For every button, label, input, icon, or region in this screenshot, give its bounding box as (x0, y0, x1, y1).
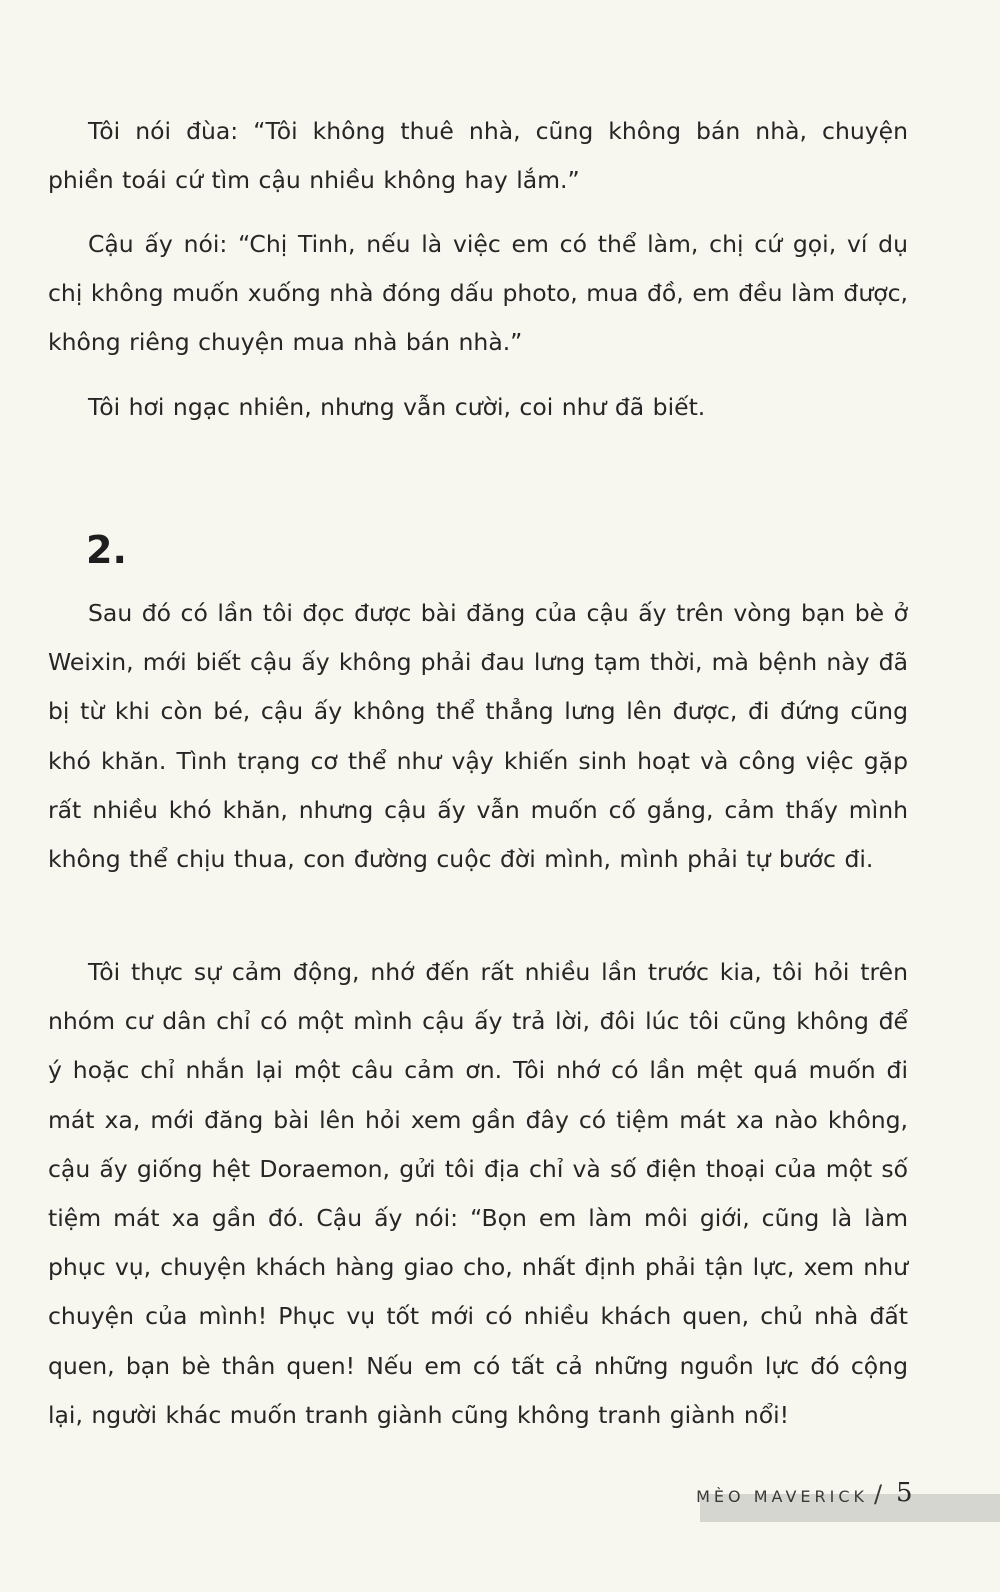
footer-separator: / (874, 1480, 883, 1508)
page-footer (0, 1474, 1000, 1522)
page-number: 5 (896, 1478, 913, 1508)
section-heading: 2. (86, 528, 127, 572)
paragraph-offer-help: Cậu ấy nói: “Chị Tinh, nếu là việc em có thể làm, chị cứ gọi, ví dụ chị không muốn xuống nhà đóng dấu photo, mua đồ, em đều làm được, không riêng chuyện mua nhà bán nhà.” (48, 230, 908, 357)
paragraph-weixin-post: Sau đó có lần tôi đọc được bài đăng của cậu ấy trên vòng bạn bè ở Weixin, mới biết cậu ấy không phải đau lưng tạm thời, mà bệnh này đã bị từ khi còn bé, cậu ấy không thể thẳng lưng lên được, đi đứng cũng khó khăn. Tình trạng cơ thể như vậy khiến sinh hoạt và công việc gặp rất nhiều khó khăn, nhưng cậu ấy vẫn muốn cố gắng, cảm thấy mình không thể chịu thua, con đường cuộc đời mình, mình phải tự bước đi. (48, 599, 908, 874)
paragraph-joke-reply: Tôi nói đùa: “Tôi không thuê nhà, cũng không bán nhà, chuyện phiền toái cứ tìm cậu nhiều không hay lắm.” (48, 117, 908, 195)
running-head: MÈO MAVERICK (696, 1487, 868, 1506)
paragraph-moved-memory: Tôi thực sự cảm động, nhớ đến rất nhiều lần trước kia, tôi hỏi trên nhóm cư dân chỉ có một mình cậu ấy trả lời, đôi lúc tôi cũng không để ý hoặc chỉ nhắn lại một câu cảm ơn. Tôi nhớ có lần mệt quá muốn đi mát xa, mới đăng bài lên hỏi xem gần đây có tiệm mát xa nào không, cậu ấy giống hệt Doraemon, gửi tôi địa chỉ và số điện thoại của một số tiệm mát xa gần đó. Cậu ấy nói: “Bọn em làm môi giới, cũng là làm phục vụ, chuyện khách hàng giao cho, nhất định phải tận lực, xem như chuyện của mình! Phục vụ tốt mới có nhiều khách quen, chủ nhà đất quen, bạn bè thân quen! Nếu em có tất cả những nguồn lực đó cộng lại, người khác muốn tranh giành cũng không tranh giành nổi! (48, 958, 908, 1429)
paragraph-surprised: Tôi hơi ngạc nhiên, nhưng vẫn cười, coi như đã biết. (88, 393, 706, 421)
